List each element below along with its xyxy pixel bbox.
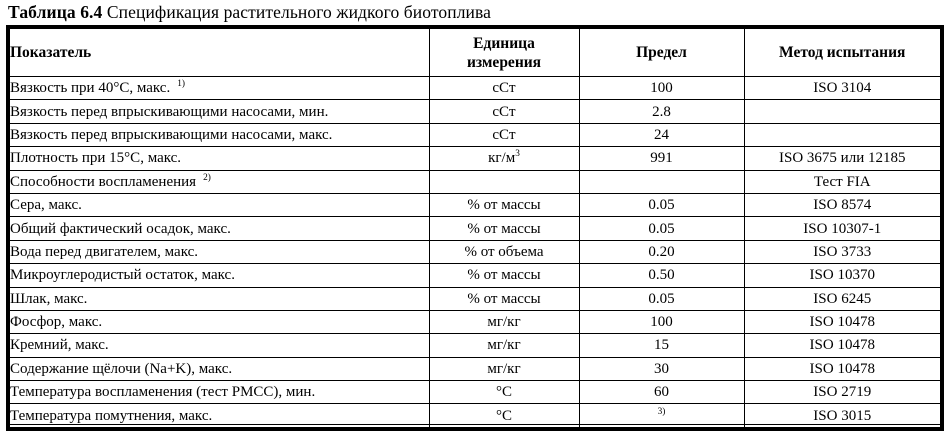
cell-unit-text: °C — [495, 407, 512, 424]
cell-limit-footnote-marker: 3) — [657, 406, 666, 417]
cell-limit-text: 0.05 — [648, 197, 675, 214]
cell-unit-text: мг/кг — [487, 314, 521, 331]
cell-limit — [579, 193, 744, 216]
cell-unit — [429, 193, 579, 216]
cell-unit — [429, 334, 579, 357]
table-caption-label: Таблица 6.4 — [8, 2, 103, 22]
cell-limit — [579, 170, 744, 193]
column-header-unit-line1: Единица — [473, 34, 535, 52]
cell-method-text: ISO 6245 — [813, 290, 872, 307]
cell-limit — [579, 240, 744, 263]
table-row — [8, 170, 942, 193]
cell-method — [744, 381, 942, 404]
cell-parameter — [8, 147, 429, 170]
cell-limit-text: 991 — [650, 150, 673, 167]
cell-limit-text: 24 — [654, 126, 669, 143]
cell-parameter — [8, 170, 429, 193]
cell-unit — [429, 404, 579, 429]
cell-limit — [579, 310, 744, 333]
cell-method — [744, 147, 942, 170]
cell-parameter-text: Фосфор, макс. — [10, 314, 103, 331]
cell-limit — [579, 334, 744, 357]
cell-limit-text: 60 — [654, 384, 669, 401]
cell-parameter-text: Шлак, макс. — [10, 290, 88, 307]
cell-parameter — [8, 381, 429, 404]
cell-unit-text: % от объема — [464, 243, 544, 260]
cell-method — [744, 310, 942, 333]
cell-parameter-text: Плотность при 15°C, макс. — [10, 150, 182, 167]
cell-method — [744, 404, 942, 429]
cell-limit-text: 100 — [650, 80, 673, 97]
spec-table-container — [6, 25, 940, 431]
cell-limit-text: 0.05 — [648, 220, 675, 237]
column-header-parameter: Показатель — [8, 27, 429, 77]
cell-parameter-text: Содержание щёлочи (Na+K), макс. — [10, 360, 233, 377]
cell-unit — [429, 310, 579, 333]
cell-parameter-text: Вязкость перед впрыскивающими насосами, мин. — [10, 103, 329, 120]
table-body — [8, 77, 942, 429]
cell-limit-text: 30 — [654, 360, 669, 377]
cell-parameter — [8, 404, 429, 429]
table-row — [8, 147, 942, 170]
table-row — [8, 264, 942, 287]
cell-unit-text: cCт — [492, 80, 516, 97]
cell-method — [744, 123, 942, 146]
table-bottom-rule — [6, 424, 940, 425]
cell-method — [744, 287, 942, 310]
cell-limit-text: 0.20 — [648, 243, 675, 260]
cell-unit-text: °C — [495, 384, 512, 401]
column-header-method: Метод испытания — [744, 27, 942, 77]
cell-method — [744, 357, 942, 380]
cell-method — [744, 334, 942, 357]
cell-method-text: ISO 3104 — [813, 80, 872, 97]
table-header — [8, 27, 942, 77]
table-row — [8, 100, 942, 123]
cell-method-text: ISO 3675 или 12185 — [779, 150, 906, 167]
cell-method-text: ISO 10307-1 — [803, 220, 882, 237]
column-header-limit: Предел — [579, 27, 744, 77]
cell-parameter-text: Температура помутнения, макс. — [10, 407, 213, 424]
cell-unit — [429, 240, 579, 263]
cell-parameter — [8, 240, 429, 263]
cell-parameter-text: Общий фактический осадок, макс. — [10, 220, 231, 237]
cell-parameter-text: Вязкость при 40°C, макс. — [10, 80, 171, 97]
table-row — [8, 193, 942, 216]
cell-method-text: ISO 2719 — [813, 384, 872, 401]
cell-unit — [429, 287, 579, 310]
cell-unit-text: кг/м — [488, 150, 516, 167]
cell-method-text: ISO 10478 — [809, 360, 875, 377]
cell-limit — [579, 404, 744, 429]
cell-parameter — [8, 193, 429, 216]
cell-limit-text: 100 — [650, 314, 673, 331]
cell-parameter — [8, 310, 429, 333]
cell-limit-text: 2.8 — [652, 103, 671, 120]
cell-method — [744, 240, 942, 263]
table-row — [8, 334, 942, 357]
cell-limit — [579, 100, 744, 123]
cell-parameter-text: Кремний, макс. — [10, 337, 109, 354]
cell-unit-text: % от массы — [467, 290, 541, 307]
cell-method — [744, 100, 942, 123]
column-header-unit-line2: измерения — [466, 53, 542, 71]
cell-limit — [579, 123, 744, 146]
cell-unit-text: % от массы — [467, 220, 541, 237]
cell-limit-text: 0.05 — [648, 290, 675, 307]
cell-unit — [429, 100, 579, 123]
table-caption-text: Спецификация растительного жидкого биотоплива — [106, 2, 491, 22]
cell-parameter-footnote-marker: 2) — [203, 172, 211, 183]
cell-limit — [579, 357, 744, 380]
cell-method-text: ISO 3733 — [813, 243, 872, 260]
cell-method-text: ISO 10478 — [809, 314, 875, 331]
cell-limit — [579, 287, 744, 310]
cell-method-text: ISO 8574 — [813, 197, 872, 214]
cell-unit — [429, 217, 579, 240]
cell-method — [744, 264, 942, 287]
header-row — [8, 27, 942, 77]
cell-limit — [579, 264, 744, 287]
table-row — [8, 381, 942, 404]
cell-method — [744, 217, 942, 240]
cell-parameter — [8, 100, 429, 123]
cell-unit — [429, 123, 579, 146]
table-row — [8, 287, 942, 310]
cell-parameter — [8, 77, 429, 100]
cell-method — [744, 77, 942, 100]
column-header-unit — [429, 27, 579, 77]
table-caption — [8, 1, 491, 23]
cell-unit-text: % от массы — [467, 197, 541, 214]
cell-unit — [429, 77, 579, 100]
cell-method-text: ISO 3015 — [813, 407, 872, 424]
cell-parameter — [8, 217, 429, 240]
cell-method — [744, 193, 942, 216]
cell-unit-text: % от массы — [467, 267, 541, 284]
cell-unit — [429, 357, 579, 380]
cell-parameter-text: Сера, макс. — [10, 197, 82, 214]
cell-parameter-text: Способности воспламенения — [10, 173, 197, 190]
cell-parameter-text: Микроуглеродистый остаток, макс. — [10, 267, 235, 284]
biofuel-specification-table — [6, 25, 944, 431]
cell-unit — [429, 381, 579, 404]
table-row — [8, 310, 942, 333]
cell-unit — [429, 264, 579, 287]
cell-parameter — [8, 357, 429, 380]
cell-limit-text: 15 — [654, 337, 669, 354]
table-row — [8, 123, 942, 146]
cell-method — [744, 170, 942, 193]
cell-unit-text: мг/кг — [487, 337, 521, 354]
cell-limit — [579, 217, 744, 240]
cell-unit — [429, 147, 579, 170]
cell-parameter-text: Вода перед двигателем, макс. — [10, 243, 199, 260]
cell-parameter — [8, 123, 429, 146]
cell-parameter — [8, 334, 429, 357]
cell-method-text: ISO 10370 — [809, 267, 875, 284]
cell-unit-footnote-marker: 3 — [515, 149, 520, 160]
cell-limit — [579, 77, 744, 100]
cell-limit-text: 0.50 — [648, 267, 675, 284]
cell-parameter — [8, 287, 429, 310]
cell-parameter-text: Температура воспламенения (тест PMCC), мин. — [10, 384, 316, 401]
cell-limit — [579, 147, 744, 170]
table-row — [8, 404, 942, 429]
cell-method-text: Тест FIA — [813, 173, 871, 190]
cell-parameter-footnote-marker: 1) — [177, 79, 185, 90]
cell-method-text: ISO 10478 — [809, 337, 875, 354]
table-row — [8, 77, 942, 100]
cell-unit-text: мг/кг — [487, 360, 521, 377]
cell-parameter-text: Вязкость перед впрыскивающими насосами, макс. — [10, 126, 333, 143]
table-row — [8, 240, 942, 263]
cell-unit-text: cCт — [492, 126, 516, 143]
table-row — [8, 357, 942, 380]
cell-limit — [579, 381, 744, 404]
table-row — [8, 217, 942, 240]
cell-unit — [429, 170, 579, 193]
cell-parameter — [8, 264, 429, 287]
cell-unit-text: cCт — [492, 103, 516, 120]
